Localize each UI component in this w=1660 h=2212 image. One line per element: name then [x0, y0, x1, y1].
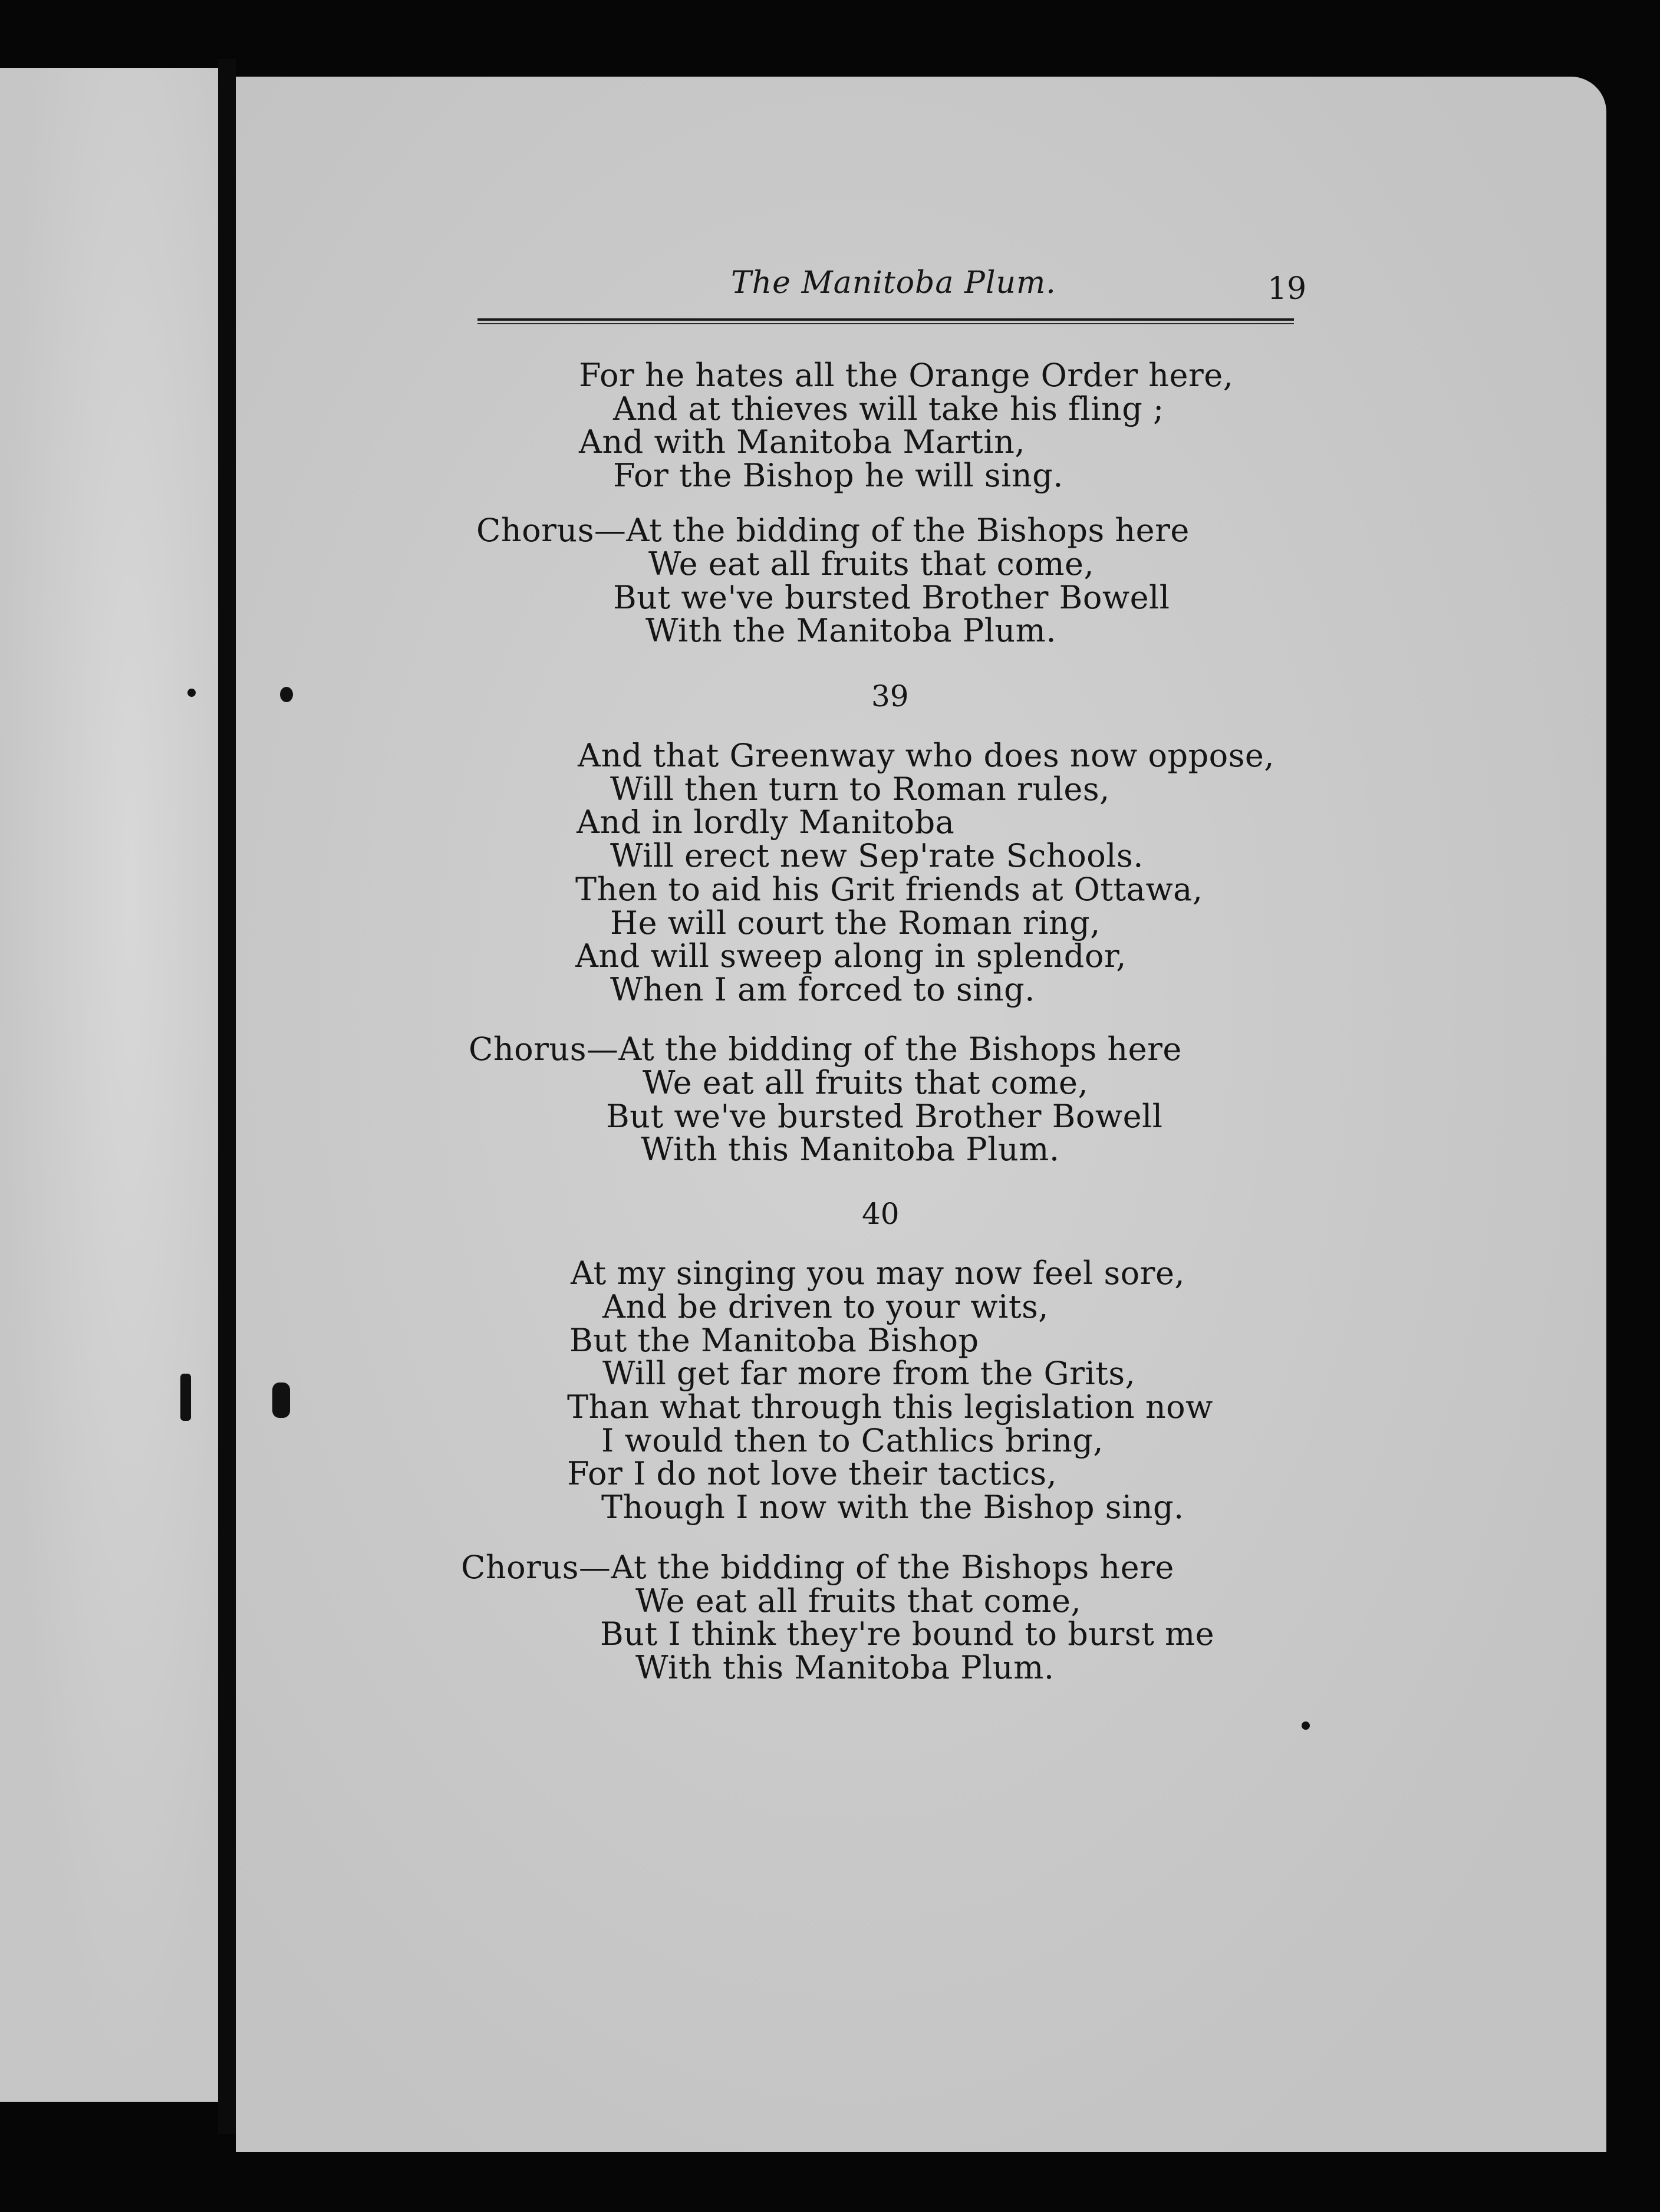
verse-line: I would then to Cathlics bring,	[601, 1422, 1104, 1459]
chorus-line: With this Manitoba Plum.	[641, 1131, 1060, 1168]
chorus-line: Chorus—At the bidding of the Bishops here	[476, 512, 1190, 549]
verse-line: When I am forced to sing.	[610, 971, 1035, 1008]
chorus-line: We eat all fruits that come,	[643, 1064, 1089, 1101]
chorus-line: Chorus—At the bidding of the Bishops here	[461, 1549, 1174, 1586]
verse-line: And that Greenway who does now oppose,	[578, 737, 1275, 774]
chorus-line: But we've bursted Brother Bowell	[606, 1098, 1163, 1135]
scan-speck	[280, 687, 293, 702]
stanza-number: 39	[871, 679, 909, 713]
verse-line: For I do not love their tactics,	[567, 1455, 1058, 1492]
header-rule	[477, 323, 1294, 324]
verse-line: Than what through this legislation now	[567, 1388, 1213, 1426]
scan-speck	[180, 1374, 191, 1421]
verse-line: For he hates all the Orange Order here,	[579, 357, 1234, 394]
verse-line: But the Manitoba Bishop	[569, 1322, 979, 1359]
verse-line: At my singing you may now feel sore,	[571, 1255, 1185, 1292]
left-page	[0, 68, 218, 2102]
verse-line: And at thieves will take his fling ;	[613, 390, 1164, 427]
chorus-line: We eat all fruits that come,	[648, 545, 1095, 582]
scan-speck	[1302, 1721, 1310, 1730]
verse-line: Will get far more from the Grits,	[602, 1355, 1136, 1392]
verse-line: Will then turn to Roman rules,	[610, 771, 1110, 808]
running-title: The Manitoba Plum.	[731, 265, 1056, 301]
verse-line: And will sweep along in splendor,	[575, 937, 1127, 975]
stanza-number: 40	[862, 1197, 900, 1231]
scan-speck	[272, 1382, 290, 1418]
chorus-line: We eat all fruits that come,	[635, 1582, 1082, 1620]
chorus-line: With this Manitoba Plum.	[635, 1649, 1055, 1686]
verse-line: For the Bishop he will sing.	[613, 457, 1063, 494]
chorus-line: Chorus—At the bidding of the Bishops here	[469, 1031, 1182, 1068]
book-gutter	[218, 59, 236, 2134]
verse-line: Then to aid his Grit friends at Ottawa,	[575, 871, 1203, 908]
header-rule	[477, 318, 1294, 321]
verse-line: And be driven to your wits,	[602, 1288, 1049, 1325]
scan-speck	[187, 689, 196, 697]
chorus-line: But we've bursted Brother Bowell	[613, 579, 1170, 616]
verse-line: He will court the Roman ring,	[610, 904, 1101, 942]
chorus-line: With the Manitoba Plum.	[645, 612, 1056, 649]
verse-line: And with Manitoba Martin,	[579, 423, 1026, 460]
page-number: 19	[1267, 271, 1307, 307]
verse-line: Will erect new Sep'rate Schools.	[610, 837, 1144, 874]
verse-line: And in lordly Manitoba	[577, 804, 955, 841]
chorus-line: But I think they're bound to burst me	[600, 1615, 1215, 1653]
verse-line: Though I now with the Bishop sing.	[601, 1489, 1184, 1526]
